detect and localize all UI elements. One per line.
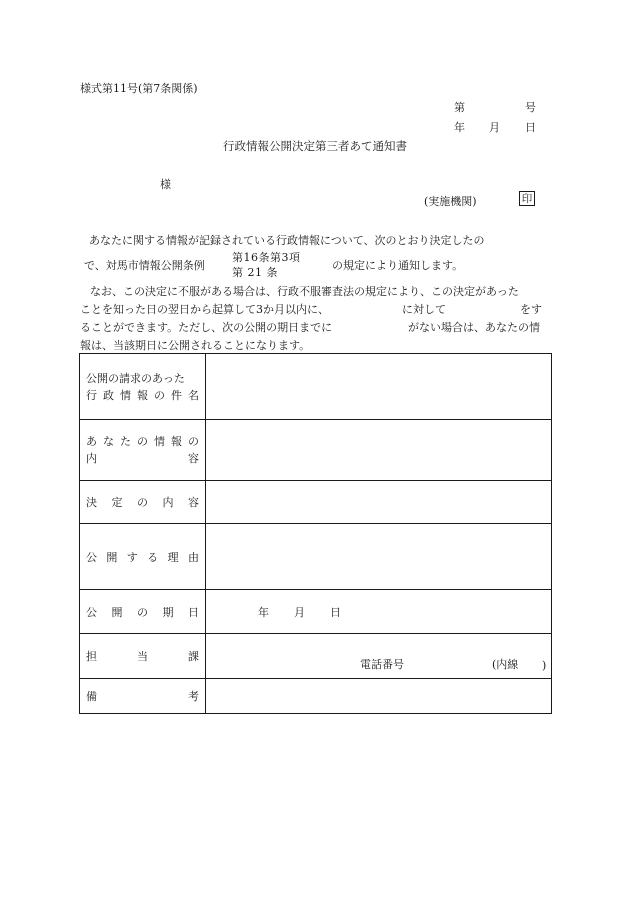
label-decision [80, 481, 206, 524]
label-char: 期 [162, 605, 174, 619]
label-char: あ [86, 435, 97, 448]
label-reason [80, 524, 206, 590]
label-request-subject [80, 354, 206, 420]
label-char: る [147, 550, 159, 564]
label-char: 当 [137, 650, 148, 663]
date-year-label: 年 [454, 121, 465, 134]
label-char: 開 [111, 605, 123, 619]
label-char: 報 [171, 435, 182, 448]
label-char: 由 [187, 550, 199, 564]
table-row-your-info [80, 420, 552, 481]
label-char: 行 [86, 388, 97, 402]
label-char: 課 [188, 650, 199, 663]
table-row-decision [80, 481, 552, 524]
label-char: の [154, 388, 165, 402]
label-request-subject-line2 [86, 387, 199, 404]
addressee-suffix: 様 [160, 178, 171, 191]
notice-table [79, 353, 552, 714]
value-remarks[interactable] [206, 679, 552, 714]
body-line-1: あなたに関する情報が記録されている行政情報について、次のとおり決定したの [89, 234, 485, 247]
date-month-label: 月 [489, 121, 500, 134]
document-number-prefix: 第 [454, 101, 465, 114]
value-disclosure-date[interactable] [206, 590, 552, 634]
label-char: 情 [154, 435, 165, 448]
seal-stamp-box: 印 [519, 191, 535, 206]
table-row-remarks [80, 679, 552, 714]
label-your-info-line2 [86, 450, 199, 467]
label-char: 報 [137, 388, 148, 402]
label-disclosure-date-text [86, 604, 199, 620]
disclosure-year-label: 年 [258, 605, 269, 619]
date-day-label: 日 [525, 121, 536, 134]
label-department [80, 634, 206, 679]
value-reason[interactable] [206, 524, 552, 590]
body-line-2-end: の規定により通知します。 [332, 259, 464, 272]
label-char: 日 [188, 605, 199, 619]
form-number: 様式第11号(第7条関係) [80, 82, 198, 95]
table-row-department [80, 634, 552, 679]
article-option-top: 第16条第3項 [232, 251, 301, 264]
label-request-subject-line1: 公開の請求のあった [86, 371, 185, 385]
body-line-2-start: で、対馬市情報公開条例 [84, 259, 205, 272]
label-char: 件 [171, 388, 182, 402]
label-char: 定 [111, 496, 123, 509]
appeal-line-3a: ることができます。ただし、次の公開の期日までに [80, 321, 333, 334]
extension-close: ) [542, 659, 547, 672]
phone-label: 電話番号 [360, 658, 404, 671]
label-char: な [103, 435, 114, 448]
label-char: 担 [86, 650, 97, 663]
label-char: の [137, 435, 148, 448]
label-char: 政 [103, 388, 114, 402]
article-option-bottom: 第 21 条 [232, 266, 278, 279]
label-char: 容 [188, 496, 199, 509]
table-row-subject [80, 354, 552, 420]
appeal-line-2b: に対して [402, 303, 446, 316]
label-remarks [80, 679, 206, 714]
label-char: 公 [86, 605, 97, 619]
label-char: 備 [86, 690, 97, 703]
label-your-info [80, 420, 206, 481]
disclosure-day-label: 日 [330, 605, 341, 619]
label-char: 名 [188, 388, 199, 402]
label-char: 容 [188, 452, 199, 465]
disclosure-month-label: 月 [294, 605, 305, 619]
extension-label: (内線 [492, 658, 519, 671]
label-reason-text [86, 549, 199, 565]
table-row-disclosure-date [80, 590, 552, 634]
document-number-suffix: 号 [525, 101, 536, 114]
label-char: 内 [86, 452, 97, 465]
label-char: 開 [106, 550, 118, 564]
label-remarks-text [86, 688, 199, 704]
table-row-reason [80, 524, 552, 590]
label-char: 理 [167, 550, 179, 564]
appeal-line-3b: がない場合は、あなたの情 [408, 321, 540, 334]
value-decision[interactable] [206, 481, 552, 524]
appeal-line-1: なお、この決定に不服がある場合は、行政不服審査法の規定により、この決定があった [90, 285, 519, 298]
value-department[interactable] [206, 634, 552, 679]
label-your-info-line1 [86, 433, 199, 450]
label-char: 情 [120, 388, 131, 402]
label-char: 決 [86, 496, 97, 509]
appeal-line-2a: ことを知った日の翌日から起算して3か月以内に、 [80, 303, 329, 316]
label-char: 内 [162, 496, 174, 509]
agency-label: (実施機関) [424, 195, 477, 208]
label-disclosure-date [80, 590, 206, 634]
appeal-paragraph [80, 283, 552, 355]
label-department-text [86, 648, 199, 664]
label-decision-text [86, 494, 199, 510]
label-char: た [120, 435, 131, 448]
label-char: の [137, 496, 148, 509]
label-char: 考 [188, 690, 199, 703]
appeal-line-4: 報は、当該期日に公開されることになります。 [80, 339, 311, 352]
label-char: す [126, 550, 138, 564]
label-char: の [188, 435, 199, 448]
label-char: の [137, 605, 148, 619]
label-char: 公 [86, 550, 97, 564]
value-request-subject[interactable] [206, 354, 552, 420]
appeal-line-2c: をす [520, 303, 542, 316]
document-title: 行政情報公開決定第三者あて通知書 [223, 139, 407, 153]
value-your-info[interactable] [206, 420, 552, 481]
